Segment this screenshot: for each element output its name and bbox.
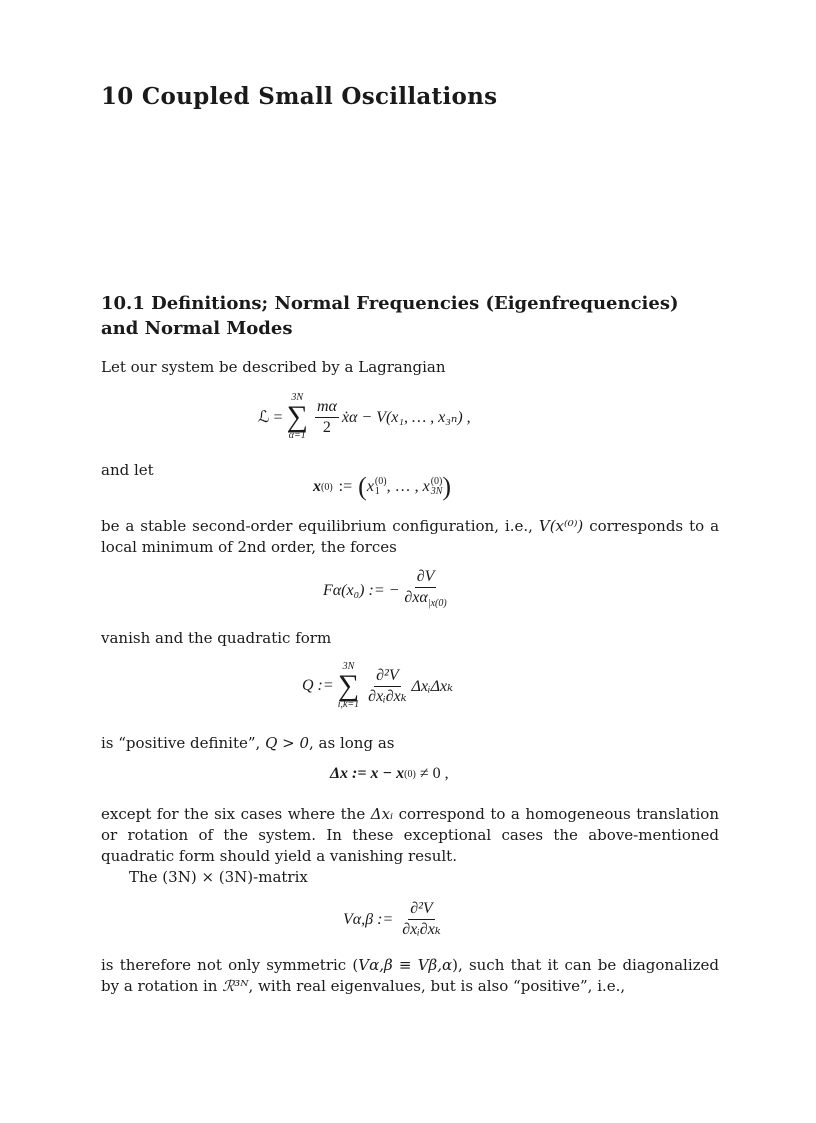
paragraph-matrix-intro: The (3N) × (3N)-matrix xyxy=(129,868,308,886)
section-title xyxy=(101,291,721,341)
section-title-line-2: and Normal Modes xyxy=(101,318,293,339)
paragraph-positive-definite: is “positive definite”, Q > 0, as long as xyxy=(101,734,395,752)
paragraph-lagrangian-intro: Let our system be described by a Lagrangian xyxy=(101,358,446,376)
paragraph-exceptions: except for the six cases where the Δxᵢ correspond to a homogeneous translation or rotation of the system. In these exceptional cases the above-mentioned quadratic form should yield a vanishing result. The (3N) × (3N)-matrix xyxy=(101,805,719,886)
equation-matrix: Vα,β := $\frac{\text{∂²V}}{\text{∂xᵢ∂xₖ}}$ xyxy=(343,900,441,938)
paragraph-and-let: and let xyxy=(101,461,154,479)
paragraph-stable-equilibrium: be a stable second-order equilibrium configuration, i.e., V(x⁽⁰⁾) corresponds to a local minimum of 2nd order, the forces xyxy=(101,517,720,556)
paragraph-symmetric: is therefore not only symmetric (Vα,β ≡ Vβ,α), such that it can be diagonalized by a rotation in ℛ³ᴺ, with real eigenvalues, but is also “positive”, i.e., xyxy=(101,956,719,995)
equation-quadratic-form: Q := 3N ∑ i,k=1 $\frac{\text{∂²V}}{\text{∂xᵢ∂xₖ}}$ ΔxᵢΔxₖ xyxy=(302,661,453,710)
sum-symbol: 3N ∑ α=1 xyxy=(286,392,308,441)
lagrangian-lhs: ℒ = xyxy=(258,409,283,426)
inline-math-V-x0: V(x⁽⁰⁾) xyxy=(538,517,584,535)
paragraph-vanish: vanish and the quadratic form xyxy=(101,629,332,647)
equation-force: Fα(x₀) := − $\frac{\partial V}{\partial x\alpha_{|x(0)}}$ xyxy=(323,568,447,610)
section-title-line-1: 10.1 Definitions; Normal Frequencies (Eigenfrequencies) xyxy=(101,293,679,314)
lagrangian-rest: ẋα − V(x₁, … , x₃ₙ) , xyxy=(341,409,471,426)
equation-delta-x: Δx := x − x (0) ≠ 0 , xyxy=(330,765,449,782)
equation-equilibrium: x (0) := ( x (0) 1 , … , x (0) 3N ) xyxy=(313,472,452,501)
chapter-title: 10 Coupled Small Oscillations xyxy=(101,83,498,110)
fraction-mass: $\frac{m\alpha}{2}$ xyxy=(316,397,337,436)
equation-lagrangian xyxy=(258,393,471,441)
